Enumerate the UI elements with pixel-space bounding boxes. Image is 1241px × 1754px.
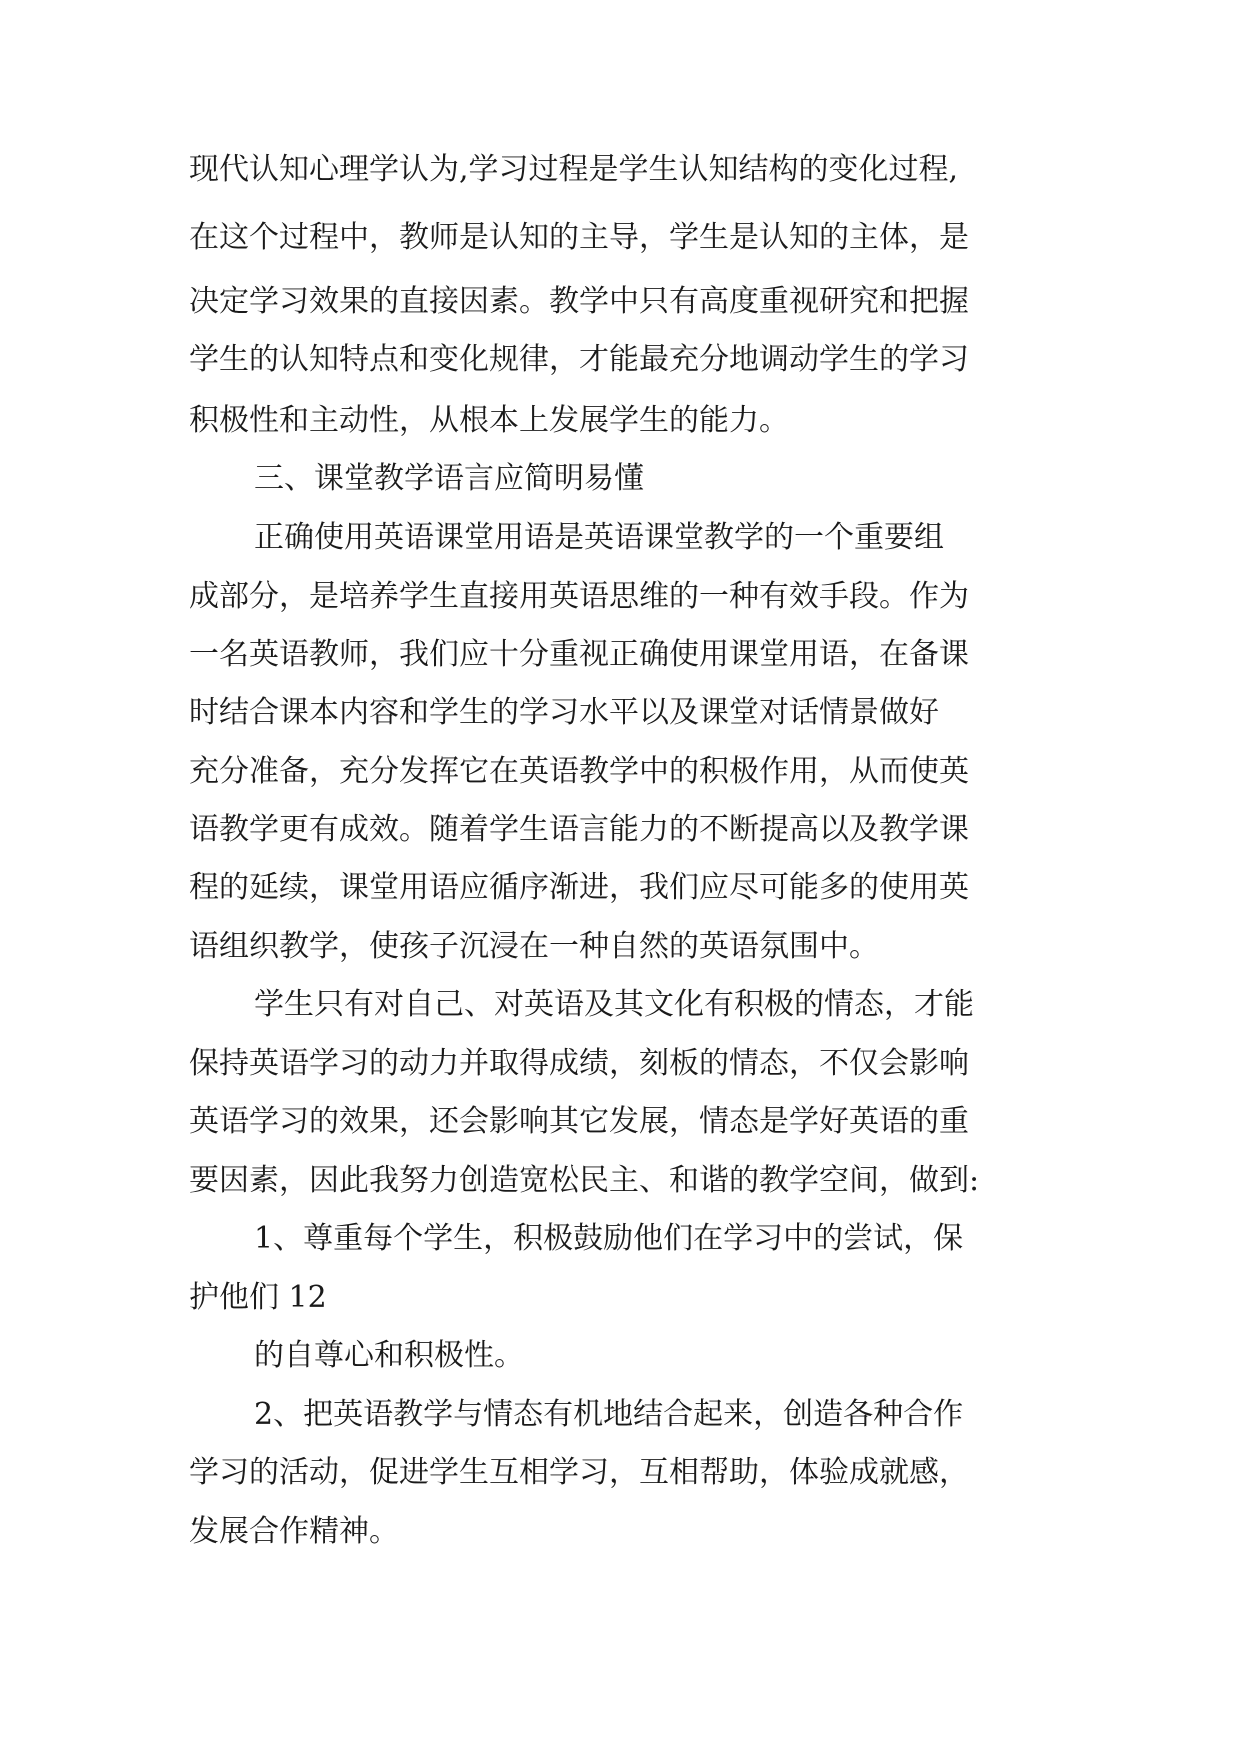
text-line-11: 充分准备，充分发挥它在英语教学中的积极作用，从而使英	[189, 754, 969, 789]
text-line-12: 语教学更有成效。随着学生语言能力的不断提高以及教学课	[189, 812, 969, 847]
list-item-2: 2、把英语教学与情态有机地结合起来，创造各种合作	[254, 1397, 964, 1432]
text-line-23: 学习的活动，促进学生互相学习，互相帮助，体验成就感，	[189, 1455, 969, 1490]
text-line-15: 学生只有对自己、对英语及其文化有积极的情态，才能	[254, 987, 974, 1022]
text-line-9: 一名英语教师，我们应十分重视正确使用课堂用语，在备课	[189, 637, 969, 672]
text-line-20: 护他们 12	[189, 1280, 327, 1315]
text-line-2: 在这个过程中，教师是认知的主导，学生是认知的主体，是	[189, 220, 969, 255]
text-line-1: 现代认知心理学认为,学习过程是学生认知结构的变化过程,	[189, 152, 959, 187]
text-line-10: 时结合课本内容和学生的学习水平以及课堂对话情景做好	[189, 695, 939, 730]
list-item-1: 1、尊重每个学生，积极鼓励他们在学习中的尝试，保	[254, 1221, 964, 1256]
text-line-18: 要因素，因此我努力创造宽松民主、和谐的教学空间，做到:	[189, 1163, 980, 1198]
text-line-21: 的自尊心和积极性。	[254, 1338, 524, 1373]
text-line-3: 决定学习效果的直接因素。教学中只有高度重视研究和把握	[189, 284, 969, 319]
text-line-4: 学生的认知特点和变化规律，才能最充分地调动学生的学习	[189, 342, 969, 377]
text-line-13: 程的延续，课堂用语应循序渐进，我们应尽可能多的使用英	[189, 870, 969, 905]
text-line-7: 正确使用英语课堂用语是英语课堂教学的一个重要组	[254, 520, 944, 555]
text-line-8: 成部分，是培养学生直接用英语思维的一种有效手段。作为	[189, 579, 969, 614]
text-line-17: 英语学习的效果，还会影响其它发展，情态是学好英语的重	[189, 1104, 969, 1139]
text-line-16: 保持英语学习的动力并取得成绩，刻板的情态，不仅会影响	[189, 1046, 969, 1081]
text-line-5: 积极性和主动性，从根本上发展学生的能力。	[189, 403, 789, 438]
section-heading: 三、课堂教学语言应简明易懂	[254, 461, 644, 496]
text-line-14: 语组织教学，使孩子沉浸在一种自然的英语氛围中。	[189, 929, 879, 964]
text-line-24: 发展合作精神。	[189, 1514, 399, 1549]
